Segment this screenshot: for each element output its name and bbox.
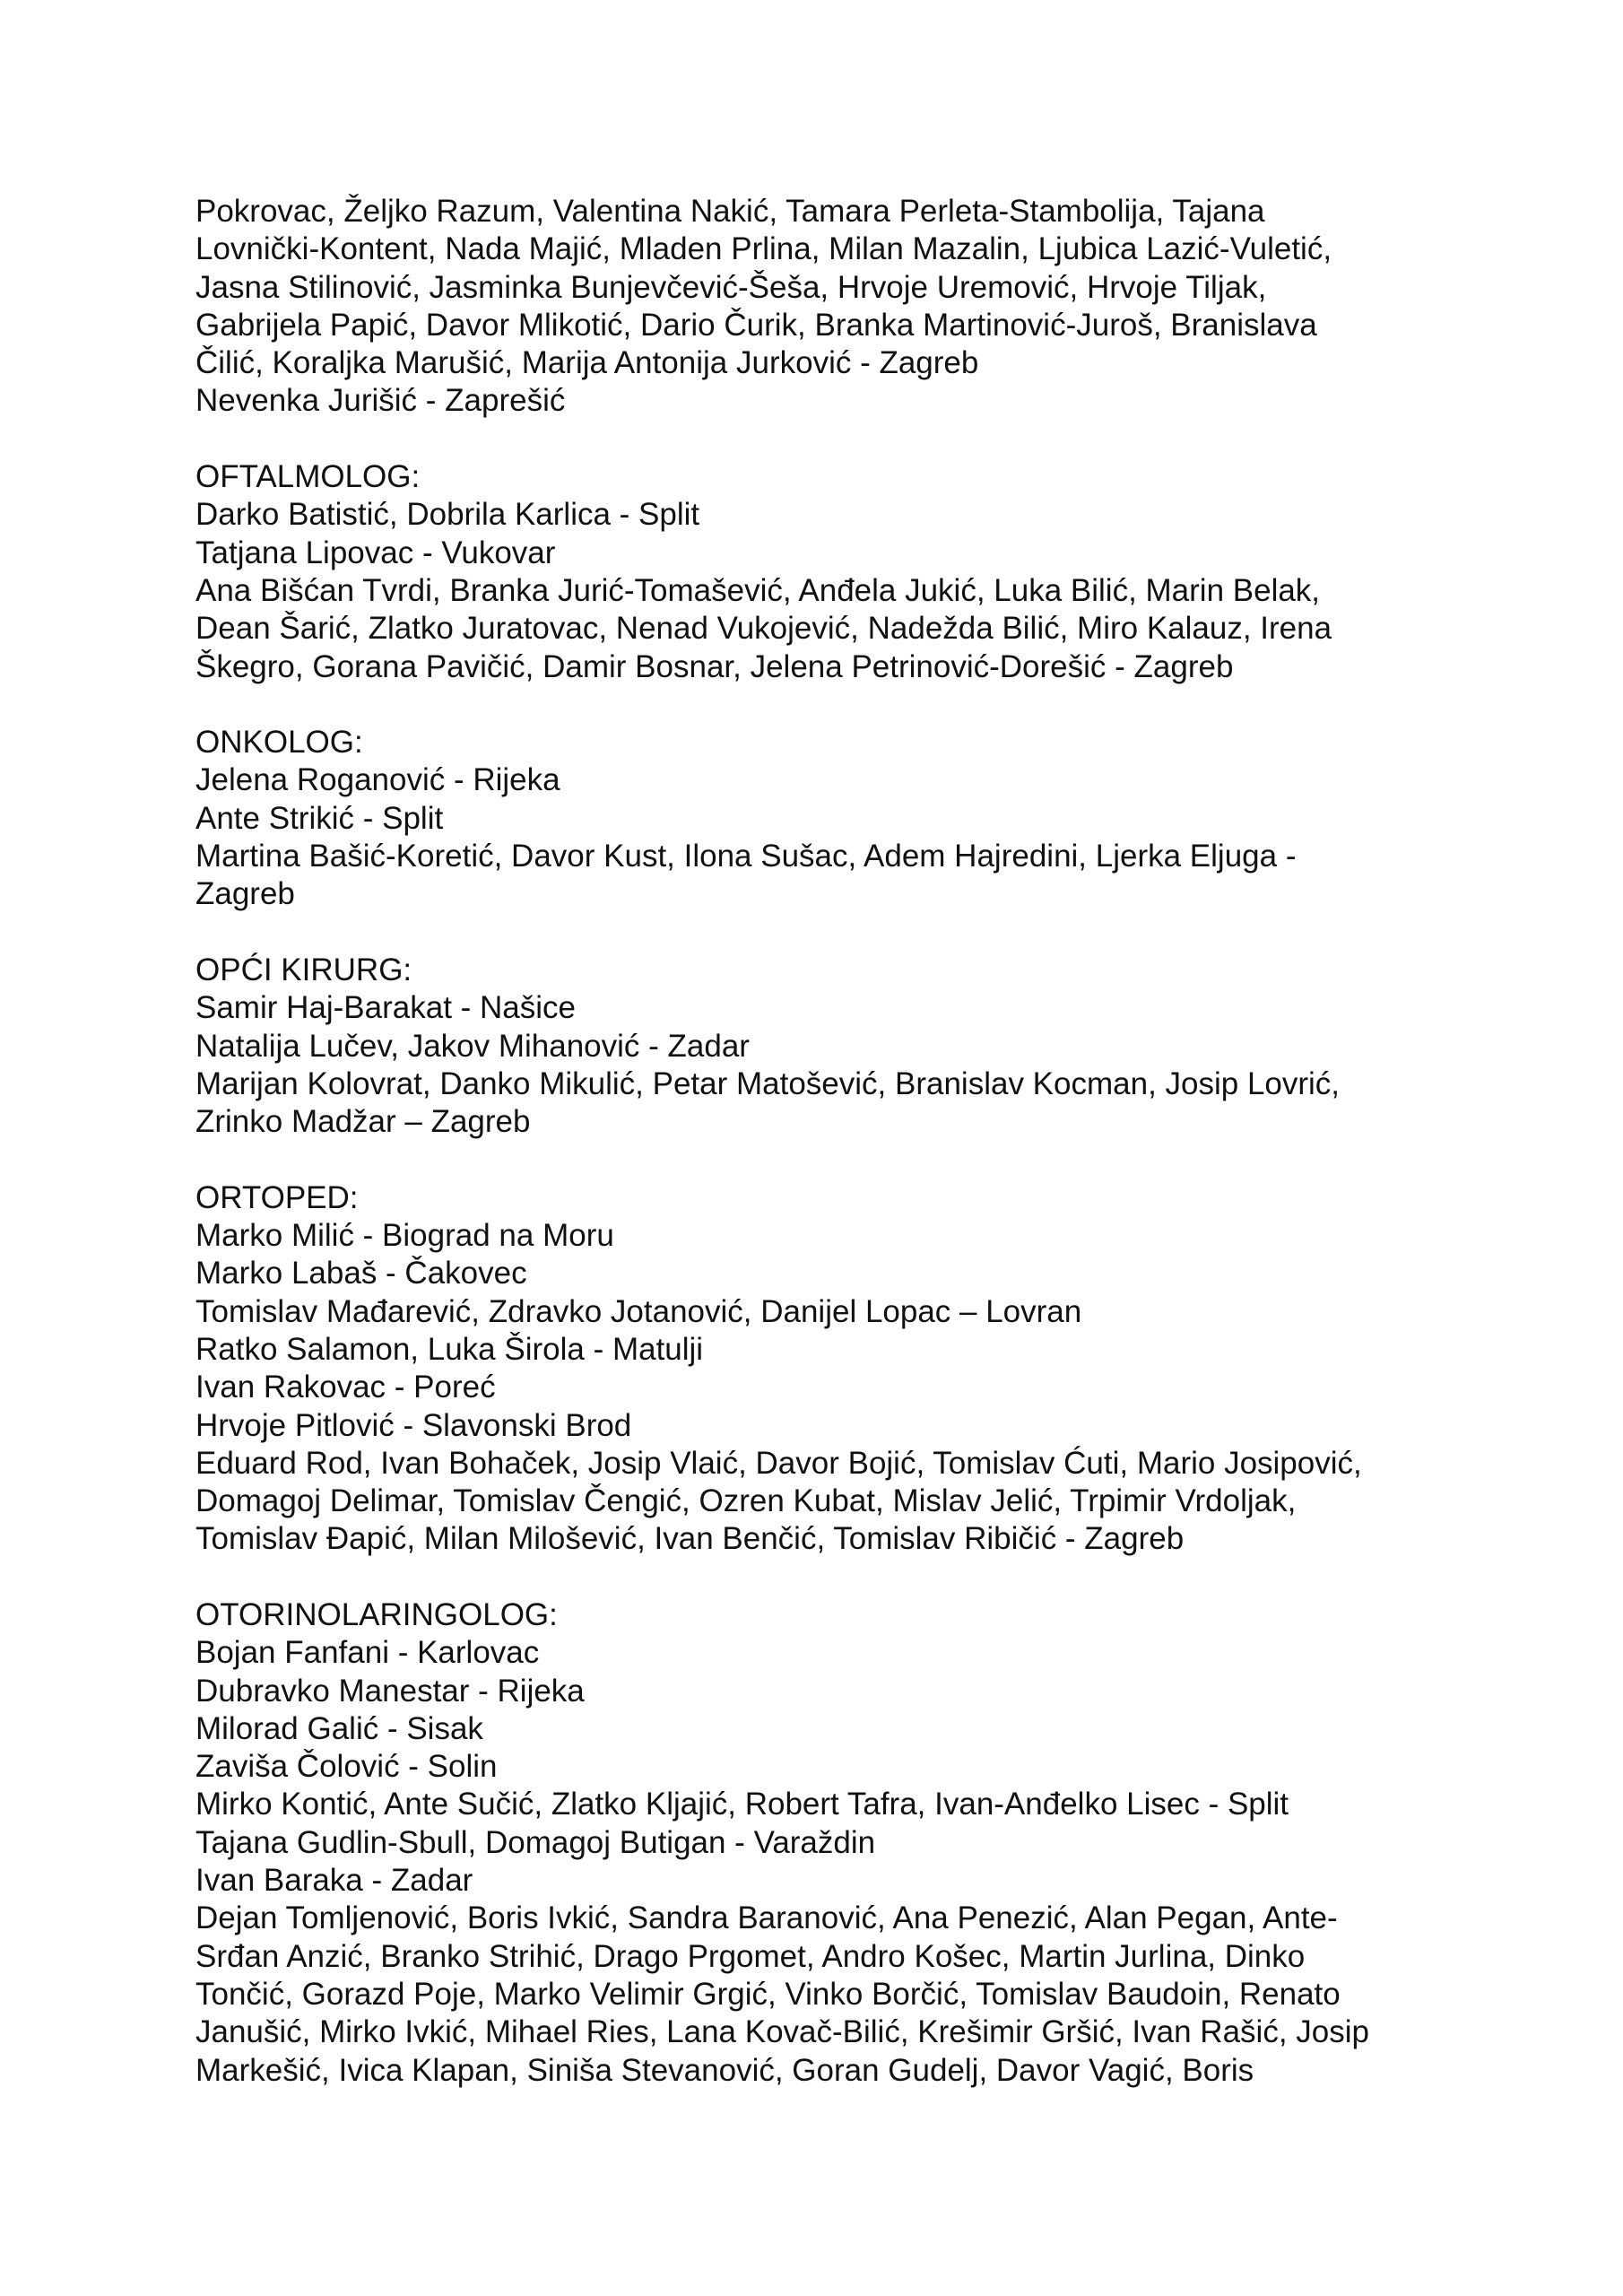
list-entry: Dubravko Manestar - Rijeka <box>195 1673 585 1709</box>
section-otorinolaringolog <box>195 1596 1451 2090</box>
list-entry: Marko Labaš - Čakovec <box>195 1256 527 1292</box>
section-heading: ORTOPED: <box>195 1179 359 1215</box>
section-heading: ONKOLOG: <box>195 725 363 761</box>
list-entry: Pokrovac, Željko Razum, Valentina Nakić, Tamara Perleta-Stambolija, Tajana Lovnički-Kontent, Nada Majić, Mladen Prlina, Milan Mazalin, Ljubica Lazić-Vuletić, Jasna Stilinović, Jasminka Bunjevčević-Šeša, Hrvoje Uremović, Hrvoje Tiljak, Gabrijela Papić, Davor Mlikotić, Dario Čurik, Branka Martinović-Juroš, Branislava Čilić, Koraljka Marušić, Marija Antonija Jurković - Zagreb <box>195 194 1332 381</box>
list-entry: Mirko Kontić, Ante Sučić, Zlatko Kljajić, Robert Tafra, Ivan-Anđelko Lisec - Split <box>195 1787 1289 1822</box>
list-entry: Natalija Lučev, Jakov Mihanović - Zadar <box>195 1028 750 1064</box>
section-onkolog <box>195 724 1451 913</box>
list-entry: Samir Haj-Barakat - Našice <box>195 990 576 1026</box>
list-entry: Tomislav Mađarević, Zdravko Jotanović, Danijel Lopac – Lovran <box>195 1293 1082 1329</box>
section-heading: OFTALMOLOG: <box>195 459 421 495</box>
list-entry: Marijan Kolovrat, Danko Mikulić, Petar Matošević, Branislav Kocman, Josip Lovrić, Zrinko Madžar – Zagreb <box>195 1065 1341 1140</box>
section-continued-list <box>195 193 1451 421</box>
list-entry: Martina Bašić-Koretić, Davor Kust, Ilona Sušac, Adem Hajredini, Ljerka Eljuga - Zagreb <box>195 839 1297 912</box>
list-entry: Eduard Rod, Ivan Bohaček, Josip Vlaić, Davor Bojić, Tomislav Ćuti, Mario Josipović, Domagoj Delimar, Tomislav Čengić, Ozren Kubat, Mislav Jelić, Trpimir Vrdoljak, Tomislav Đapić, Milan Milošević, Ivan Benčić, Tomislav Ribičić - Zagreb <box>195 1445 1362 1557</box>
list-entry: Tatjana Lipovac - Vukovar <box>195 535 556 570</box>
doctor-list <box>195 193 1451 2090</box>
section-heading: OPĆI KIRURG: <box>195 952 412 987</box>
list-entry: Tajana Gudlin-Sbull, Domagoj Butigan - Varaždin <box>195 1824 876 1860</box>
list-entry: Darko Batistić, Dobrila Karlica - Split <box>195 497 700 533</box>
list-entry: Ana Bišćan Tvrdi, Branka Jurić-Tomašević, Anđela Jukić, Luka Bilić, Marin Belak, Dean Šarić, Zlatko Juratovac, Nenad Vukojević, Nadežda Bilić, Miro Kalauz, Irena Škegro, Gorana Pavičić, Damir Bosnar, Jelena Petrinović-Dorešić - Zagreb <box>195 572 1332 684</box>
list-entry: Ivan Baraka - Zadar <box>195 1863 473 1899</box>
list-entry: Dejan Tomljenović, Boris Ivkić, Sandra Baranović, Ana Penezić, Alan Pegan, Ante- Srđan Anzić, Branko Strihić, Drago Prgomet, Andro Košec, Martin Jurlina, Dinko Tončić, Gorazd Poje, Marko Velimir Grgić, Vinko Borčić, Tomislav Baudoin, Renato Janušić, Mirko Ivkić, Mihael Ries, Lana Kovač-Bilić, Krešimir Gršić, Ivan Rašić, Josip Markešić, Ivica Klapan, Siniša Stevanović, Goran Gudelj, Davor Vagić, Boris <box>195 1900 1369 2088</box>
list-entry: Ante Strikić - Split <box>195 800 444 836</box>
list-entry: Ratko Salamon, Luka Širola - Matulji <box>195 1331 704 1367</box>
list-entry: Zaviša Čolović - Solin <box>195 1749 498 1785</box>
section-heading: OTORINOLARINGOLOG: <box>195 1596 558 1632</box>
section-opci-kirurg <box>195 952 1451 1141</box>
list-entry: Hrvoje Pitlović - Slavonski Brod <box>195 1407 632 1443</box>
list-entry: Marko Milić - Biograd na Moru <box>195 1218 614 1254</box>
section-ortoped <box>195 1179 1451 1559</box>
list-entry: Bojan Fanfani - Karlovac <box>195 1635 540 1671</box>
list-entry: Nevenka Jurišić - Zaprešić <box>195 383 566 419</box>
list-entry: Jelena Roganović - Rijeka <box>195 762 560 798</box>
list-entry: Ivan Rakovac - Poreć <box>195 1370 496 1405</box>
list-entry: Milorad Galić - Sisak <box>195 1710 483 1746</box>
section-oftalmolog <box>195 458 1451 686</box>
